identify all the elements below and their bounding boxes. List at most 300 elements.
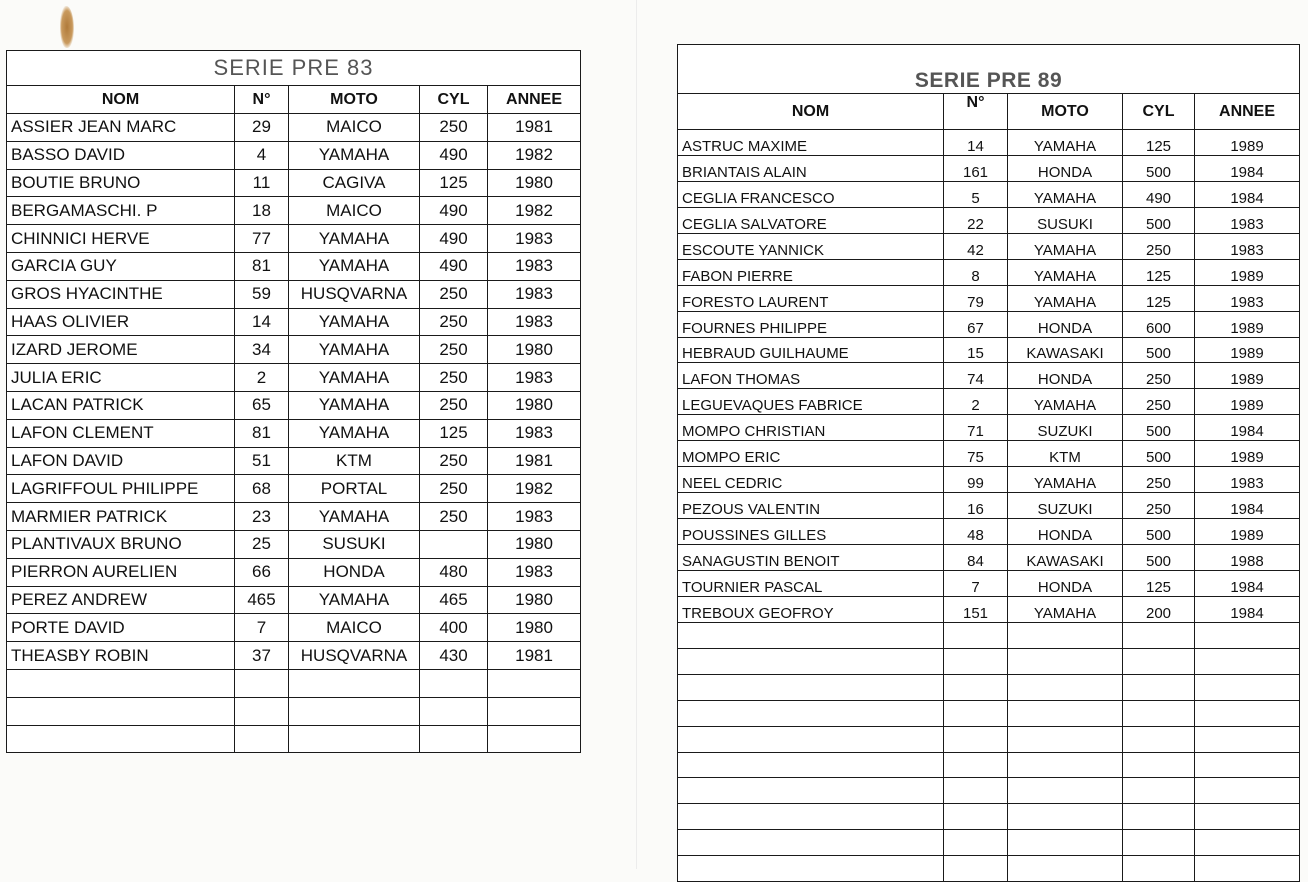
cell-numero (944, 648, 1008, 674)
cell-nom: CHINNICI HERVE (7, 225, 235, 253)
cell-moto (1008, 674, 1123, 700)
cell-numero: 5 (944, 181, 1008, 207)
cell-cyl: 125 (1123, 570, 1195, 596)
table-title: SERIE PRE 89 (678, 45, 1300, 94)
cell-numero: 16 (944, 493, 1008, 519)
cell-numero (944, 830, 1008, 856)
table-row (7, 447, 581, 475)
cell-nom: PIERRON AURELIEN (7, 558, 235, 586)
cell-annee: 1981 (488, 114, 581, 142)
cell-cyl: 490 (420, 197, 488, 225)
cell-cyl: 500 (1123, 207, 1195, 233)
cell-annee: 1983 (488, 252, 581, 280)
cell-nom: PEREZ ANDREW (7, 586, 235, 614)
cell-moto: CAGIVA (289, 169, 420, 197)
serie-pre-83-table (6, 50, 581, 753)
cell-annee: 1989 (1195, 337, 1300, 363)
cell-cyl (1123, 778, 1195, 804)
table-row (678, 311, 1300, 337)
cell-annee: 1983 (1195, 233, 1300, 259)
cell-moto: MAICO (289, 114, 420, 142)
table-row (7, 697, 581, 725)
cell-moto: YAMAHA (1008, 130, 1123, 156)
table-row (678, 415, 1300, 441)
cell-moto: HONDA (1008, 363, 1123, 389)
table-row (678, 778, 1300, 804)
cell-cyl (1123, 648, 1195, 674)
table-row (678, 596, 1300, 622)
cell-cyl: 465 (420, 586, 488, 614)
cell-cyl: 250 (420, 336, 488, 364)
cell-moto: HONDA (1008, 519, 1123, 545)
table-row (678, 830, 1300, 856)
cell-nom: PORTE DAVID (7, 614, 235, 642)
cell-annee: 1983 (488, 558, 581, 586)
cell-moto: KTM (289, 447, 420, 475)
cell-numero: 8 (944, 259, 1008, 285)
cell-numero: 151 (944, 596, 1008, 622)
cell-numero: 67 (944, 311, 1008, 337)
cell-nom (678, 622, 944, 648)
cell-annee (1195, 752, 1300, 778)
serie-pre-89-table (677, 44, 1300, 882)
table-row (678, 130, 1300, 156)
cell-nom (7, 669, 235, 697)
cell-nom: BASSO DAVID (7, 141, 235, 169)
cell-numero (235, 697, 289, 725)
cell-nom: NEEL CEDRIC (678, 467, 944, 493)
table-row (678, 285, 1300, 311)
table-row (7, 336, 581, 364)
table-title-row (7, 51, 581, 86)
cell-moto: YAMAHA (289, 419, 420, 447)
cell-cyl: 500 (1123, 545, 1195, 571)
cell-cyl (1123, 830, 1195, 856)
cell-nom: HAAS OLIVIER (7, 308, 235, 336)
cell-numero: 161 (944, 155, 1008, 181)
cell-annee: 1980 (488, 530, 581, 558)
cell-moto: YAMAHA (1008, 181, 1123, 207)
cell-cyl: 250 (1123, 233, 1195, 259)
cell-numero: 23 (235, 503, 289, 531)
cell-nom: SANAGUSTIN BENOIT (678, 545, 944, 571)
table-row (7, 725, 581, 753)
cell-nom (7, 725, 235, 753)
cell-cyl (420, 697, 488, 725)
cell-moto (1008, 648, 1123, 674)
table-row (7, 141, 581, 169)
cell-cyl: 250 (420, 475, 488, 503)
cell-moto: YAMAHA (289, 225, 420, 253)
cell-nom: ASTRUC MAXIME (678, 130, 944, 156)
cell-moto: YAMAHA (289, 141, 420, 169)
table-row (678, 545, 1300, 571)
cell-cyl: 125 (1123, 285, 1195, 311)
cell-nom: TOURNIER PASCAL (678, 570, 944, 596)
cell-cyl (1123, 700, 1195, 726)
cell-moto (1008, 700, 1123, 726)
cell-cyl (420, 530, 488, 558)
table-row (7, 586, 581, 614)
cell-cyl: 250 (420, 447, 488, 475)
cell-nom: FOURNES PHILIPPE (678, 311, 944, 337)
cell-numero: 68 (235, 475, 289, 503)
cell-cyl: 125 (420, 419, 488, 447)
cell-numero: 37 (235, 642, 289, 670)
cell-annee: 1984 (1195, 181, 1300, 207)
cell-cyl: 600 (1123, 311, 1195, 337)
cell-nom: JULIA ERIC (7, 364, 235, 392)
cell-moto: YAMAHA (1008, 389, 1123, 415)
table-row (678, 700, 1300, 726)
cell-numero: 2 (944, 389, 1008, 415)
table-row (678, 622, 1300, 648)
cell-annee: 1983 (488, 503, 581, 531)
cell-annee (1195, 648, 1300, 674)
cell-cyl (1123, 674, 1195, 700)
cell-nom: ESCOUTE YANNICK (678, 233, 944, 259)
cell-nom: BRIANTAIS ALAIN (678, 155, 944, 181)
cell-annee (1195, 726, 1300, 752)
cell-annee: 1988 (1195, 545, 1300, 571)
header-cyl: CYL (420, 86, 488, 114)
table-row (7, 114, 581, 142)
table-row (678, 467, 1300, 493)
cell-numero: 18 (235, 197, 289, 225)
cell-numero: 465 (235, 586, 289, 614)
cell-moto: YAMAHA (289, 308, 420, 336)
table-row (7, 642, 581, 670)
cell-numero (944, 674, 1008, 700)
header-moto: MOTO (1008, 94, 1123, 130)
cell-nom (7, 697, 235, 725)
stain-mark (60, 6, 74, 48)
cell-numero: 51 (235, 447, 289, 475)
cell-nom (678, 674, 944, 700)
header-numero: N° (235, 86, 289, 114)
cell-nom: FABON PIERRE (678, 259, 944, 285)
cell-annee (1195, 674, 1300, 700)
cell-moto: YAMAHA (289, 252, 420, 280)
cell-moto: KAWASAKI (1008, 545, 1123, 571)
cell-numero: 79 (944, 285, 1008, 311)
cell-annee: 1980 (488, 614, 581, 642)
cell-cyl (420, 669, 488, 697)
table-row (678, 155, 1300, 181)
cell-numero: 22 (944, 207, 1008, 233)
cell-moto: SUSUKI (289, 530, 420, 558)
cell-cyl: 125 (1123, 130, 1195, 156)
cell-numero: 4 (235, 141, 289, 169)
cell-cyl: 480 (420, 558, 488, 586)
cell-annee: 1980 (488, 586, 581, 614)
cell-cyl: 250 (420, 280, 488, 308)
table-row (678, 804, 1300, 830)
cell-nom: POUSSINES GILLES (678, 519, 944, 545)
cell-moto: HONDA (1008, 155, 1123, 181)
cell-annee: 1983 (1195, 285, 1300, 311)
cell-numero: 7 (235, 614, 289, 642)
cell-cyl (1123, 726, 1195, 752)
cell-numero (235, 669, 289, 697)
cell-moto: PORTAL (289, 475, 420, 503)
cell-cyl: 250 (1123, 493, 1195, 519)
cell-annee: 1980 (488, 391, 581, 419)
cell-moto: MAICO (289, 614, 420, 642)
cell-nom: GARCIA GUY (7, 252, 235, 280)
cell-nom (678, 830, 944, 856)
cell-moto: SUZUKI (1008, 493, 1123, 519)
cell-numero: 25 (235, 530, 289, 558)
cell-annee (488, 697, 581, 725)
cell-annee: 1983 (488, 308, 581, 336)
cell-cyl: 490 (420, 225, 488, 253)
cell-nom (678, 726, 944, 752)
cell-annee: 1984 (1195, 493, 1300, 519)
cell-numero: 7 (944, 570, 1008, 596)
cell-moto: SUZUKI (1008, 415, 1123, 441)
table-row (7, 669, 581, 697)
cell-nom: ASSIER JEAN MARC (7, 114, 235, 142)
cell-numero: 11 (235, 169, 289, 197)
cell-annee: 1981 (488, 642, 581, 670)
cell-nom: LAFON THOMAS (678, 363, 944, 389)
cell-nom: LAGRIFFOUL PHILIPPE (7, 475, 235, 503)
cell-cyl (420, 725, 488, 753)
table-row (678, 181, 1300, 207)
cell-numero: 75 (944, 441, 1008, 467)
table-row (7, 614, 581, 642)
cell-annee: 1989 (1195, 441, 1300, 467)
cell-cyl: 250 (420, 391, 488, 419)
cell-moto (1008, 622, 1123, 648)
cell-numero: 71 (944, 415, 1008, 441)
cell-moto: MAICO (289, 197, 420, 225)
header-nom: NOM (678, 94, 944, 130)
cell-numero: 99 (944, 467, 1008, 493)
cell-numero (235, 725, 289, 753)
table-row (678, 752, 1300, 778)
cell-numero: 59 (235, 280, 289, 308)
cell-numero: 84 (944, 545, 1008, 571)
cell-annee: 1984 (1195, 415, 1300, 441)
cell-cyl (1123, 752, 1195, 778)
cell-annee (488, 725, 581, 753)
cell-numero: 29 (235, 114, 289, 142)
header-annee: ANNEE (1195, 94, 1300, 130)
cell-annee (488, 669, 581, 697)
cell-numero: 14 (235, 308, 289, 336)
cell-numero: 34 (235, 336, 289, 364)
header-moto: MOTO (289, 86, 420, 114)
table-row (678, 441, 1300, 467)
cell-cyl: 250 (1123, 467, 1195, 493)
page-fold (636, 0, 637, 869)
cell-moto: HONDA (289, 558, 420, 586)
cell-moto: HUSQVARNA (289, 280, 420, 308)
table-row (7, 503, 581, 531)
cell-annee: 1983 (488, 419, 581, 447)
cell-numero: 74 (944, 363, 1008, 389)
cell-moto (289, 669, 420, 697)
cell-cyl (1123, 622, 1195, 648)
table-row (7, 252, 581, 280)
table-row (7, 558, 581, 586)
cell-moto: YAMAHA (1008, 285, 1123, 311)
cell-annee: 1989 (1195, 311, 1300, 337)
cell-moto (1008, 778, 1123, 804)
cell-annee (1195, 804, 1300, 830)
cell-moto: YAMAHA (1008, 259, 1123, 285)
cell-numero: 15 (944, 337, 1008, 363)
cell-annee: 1983 (1195, 467, 1300, 493)
cell-annee: 1989 (1195, 259, 1300, 285)
table-row (7, 475, 581, 503)
cell-annee: 1982 (488, 475, 581, 503)
cell-annee: 1989 (1195, 519, 1300, 545)
cell-nom: LEGUEVAQUES FABRICE (678, 389, 944, 415)
cell-cyl: 490 (1123, 181, 1195, 207)
cell-moto: SUSUKI (1008, 207, 1123, 233)
table-body (7, 114, 581, 753)
table-row (7, 391, 581, 419)
cell-annee: 1983 (488, 225, 581, 253)
cell-cyl: 250 (420, 503, 488, 531)
table-row (678, 259, 1300, 285)
cell-moto: YAMAHA (1008, 467, 1123, 493)
cell-annee: 1982 (488, 197, 581, 225)
header-cyl: CYL (1123, 94, 1195, 130)
cell-nom (678, 700, 944, 726)
cell-nom (678, 648, 944, 674)
cell-moto: YAMAHA (289, 336, 420, 364)
cell-moto: HUSQVARNA (289, 642, 420, 670)
cell-cyl: 250 (1123, 363, 1195, 389)
cell-annee: 1983 (488, 364, 581, 392)
cell-annee (1195, 778, 1300, 804)
cell-annee: 1989 (1195, 130, 1300, 156)
cell-annee: 1980 (488, 336, 581, 364)
cell-annee: 1983 (488, 280, 581, 308)
cell-moto: YAMAHA (289, 364, 420, 392)
cell-moto: HONDA (1008, 311, 1123, 337)
cell-cyl: 400 (420, 614, 488, 642)
cell-annee: 1989 (1195, 389, 1300, 415)
cell-annee (1195, 622, 1300, 648)
cell-moto: YAMAHA (1008, 233, 1123, 259)
cell-numero: 48 (944, 519, 1008, 545)
header-row (7, 86, 581, 114)
cell-moto: YAMAHA (289, 503, 420, 531)
cell-nom: CEGLIA SALVATORE (678, 207, 944, 233)
cell-cyl: 500 (1123, 519, 1195, 545)
cell-numero: 81 (235, 419, 289, 447)
table-row (678, 519, 1300, 545)
cell-cyl: 125 (1123, 259, 1195, 285)
header-nom: NOM (7, 86, 235, 114)
cell-nom: HEBRAUD GUILHAUME (678, 337, 944, 363)
table-row (678, 726, 1300, 752)
cell-cyl: 250 (420, 308, 488, 336)
table-row (678, 674, 1300, 700)
cell-nom: THEASBY ROBIN (7, 642, 235, 670)
table-title-row (678, 45, 1300, 94)
table-body (678, 130, 1300, 882)
table-row (678, 493, 1300, 519)
cell-cyl: 500 (1123, 441, 1195, 467)
cell-numero: 77 (235, 225, 289, 253)
cell-moto (1008, 804, 1123, 830)
cell-nom: TREBOUX GEOFROY (678, 596, 944, 622)
cell-cyl: 490 (420, 252, 488, 280)
cell-cyl: 430 (420, 642, 488, 670)
cell-nom: LACAN PATRICK (7, 391, 235, 419)
cell-moto (289, 697, 420, 725)
cell-annee (1195, 830, 1300, 856)
table-row (7, 308, 581, 336)
cell-numero: 14 (944, 130, 1008, 156)
cell-moto: KTM (1008, 441, 1123, 467)
cell-annee: 1984 (1195, 570, 1300, 596)
cell-moto: YAMAHA (1008, 596, 1123, 622)
cell-cyl: 250 (420, 364, 488, 392)
cell-nom (678, 778, 944, 804)
cell-nom: LAFON DAVID (7, 447, 235, 475)
cell-moto: HONDA (1008, 570, 1123, 596)
table-row (7, 419, 581, 447)
cell-numero: 81 (235, 252, 289, 280)
cell-cyl: 200 (1123, 596, 1195, 622)
table-title: SERIE PRE 83 (7, 51, 581, 86)
table-row (678, 648, 1300, 674)
header-numero: N° (944, 94, 1008, 130)
cell-nom: GROS HYACINTHE (7, 280, 235, 308)
table-row (7, 364, 581, 392)
cell-cyl: 125 (420, 169, 488, 197)
cell-numero: 42 (944, 233, 1008, 259)
cell-numero (944, 804, 1008, 830)
cell-cyl: 500 (1123, 415, 1195, 441)
table-row (678, 337, 1300, 363)
cell-moto: YAMAHA (289, 586, 420, 614)
cell-numero (944, 622, 1008, 648)
cell-annee: 1984 (1195, 596, 1300, 622)
cell-annee: 1989 (1195, 363, 1300, 389)
cell-nom: FORESTO LAURENT (678, 285, 944, 311)
cell-annee: 1981 (488, 447, 581, 475)
cell-nom: BERGAMASCHI. P (7, 197, 235, 225)
cell-annee: 1984 (1195, 155, 1300, 181)
table-row (7, 169, 581, 197)
cell-nom: MOMPO CHRISTIAN (678, 415, 944, 441)
cell-annee: 1980 (488, 169, 581, 197)
cell-numero: 2 (235, 364, 289, 392)
cell-annee (1195, 700, 1300, 726)
cell-numero (944, 726, 1008, 752)
cell-annee: 1983 (1195, 207, 1300, 233)
cell-moto (289, 725, 420, 753)
cell-cyl: 250 (420, 114, 488, 142)
cell-nom: LAFON CLEMENT (7, 419, 235, 447)
cell-moto: YAMAHA (289, 391, 420, 419)
cell-moto (1008, 726, 1123, 752)
cell-annee: 1982 (488, 141, 581, 169)
cell-numero: 66 (235, 558, 289, 586)
table-row (7, 197, 581, 225)
cell-cyl: 250 (1123, 389, 1195, 415)
cell-nom: MOMPO ERIC (678, 441, 944, 467)
cell-nom: IZARD JEROME (7, 336, 235, 364)
